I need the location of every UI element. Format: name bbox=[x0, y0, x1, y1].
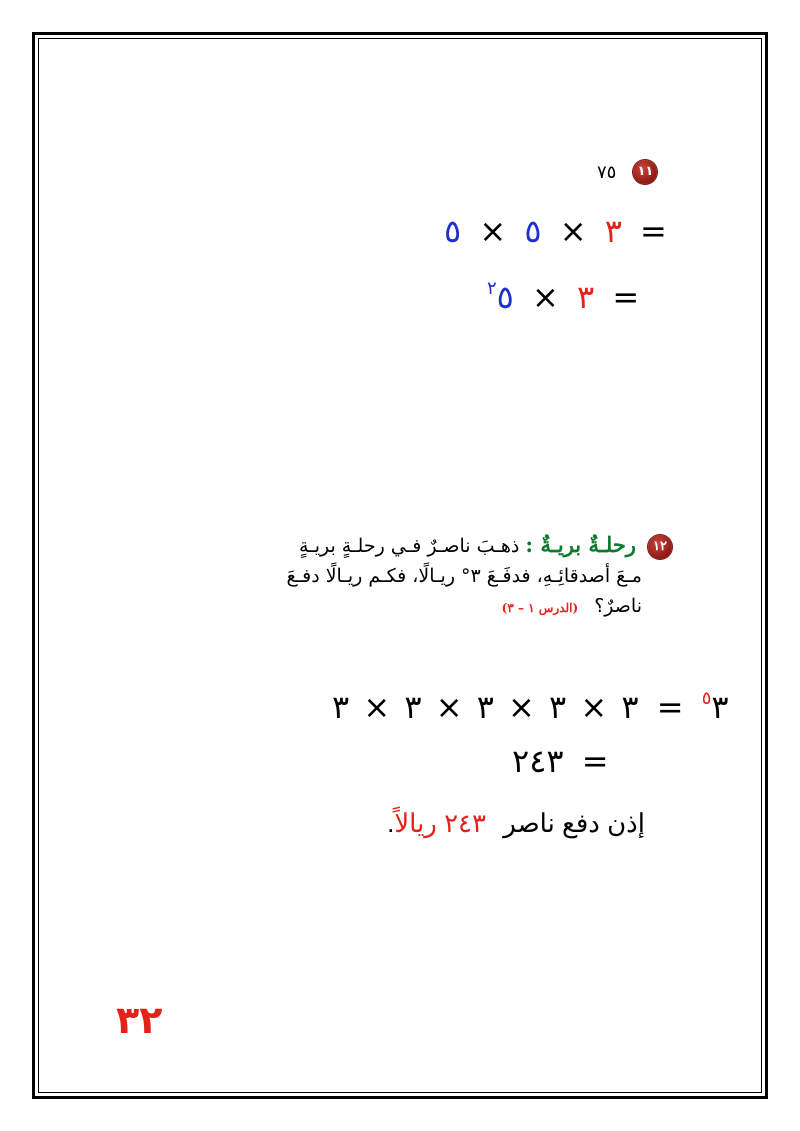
q12-line1 bbox=[192, 530, 672, 561]
q12-conclusion-amount: ٢٤٣ ريالاً bbox=[394, 808, 486, 838]
q11-l1-times-1: × bbox=[479, 212, 507, 250]
q12-w1-exponent: ٥ bbox=[701, 688, 712, 709]
q12-problem bbox=[192, 530, 672, 623]
q11-header bbox=[597, 160, 657, 184]
q11-l1-equals: = bbox=[640, 212, 667, 250]
q12-number-badge: ١٢ bbox=[648, 535, 672, 559]
q11-l2-power-term bbox=[487, 278, 514, 316]
q11-l1-factor-5b: ٥ bbox=[524, 212, 542, 250]
q11-l2-equals: = bbox=[612, 278, 640, 316]
q12-conclusion-prefix: إذن دفع ناصر bbox=[503, 808, 645, 838]
q11-l1-factor-5a: ٥ bbox=[444, 212, 462, 250]
q11-answer: ٧٥ bbox=[597, 161, 617, 183]
q12-w1-product: ٣ × ٣ × ٣ × ٣ × ٣ bbox=[332, 688, 639, 726]
q12-w2-value: ٢٤٣ bbox=[512, 742, 564, 780]
q12-text-line2: مـعَ أصدقائِـهِ، فدفَـعَ ٣° ريـالًا، فكـم ريـالًا دفـعَ bbox=[286, 565, 642, 587]
q12-conclusion bbox=[387, 808, 645, 839]
q11-equation-line2 bbox=[487, 278, 647, 316]
q11-equation-line1 bbox=[444, 212, 675, 250]
q12-conclusion-period: . bbox=[387, 808, 395, 838]
q12-work-line2 bbox=[512, 742, 617, 780]
q12-work-line1 bbox=[332, 688, 729, 726]
q12-w1-power-term bbox=[702, 688, 729, 726]
q12-w1-equals: = bbox=[656, 688, 684, 726]
q12-line2 bbox=[192, 561, 672, 591]
page-number: ٣٢ bbox=[116, 998, 163, 1042]
q12-w2-equals: = bbox=[581, 742, 609, 780]
q11-l2-exponent: ٢ bbox=[487, 278, 497, 299]
q12-title: رحلـةٌ بريـةٌ : bbox=[525, 532, 636, 557]
q12-line3 bbox=[192, 591, 672, 623]
q12-lesson-reference: (الدرس ١ – ٣) bbox=[501, 601, 579, 615]
q11-l1-factor-3: ٣ bbox=[604, 212, 622, 250]
q11-l2-times: × bbox=[532, 278, 559, 316]
q11-l2-factor-3: ٣ bbox=[577, 278, 595, 316]
q11-number-badge: ١١ bbox=[633, 160, 657, 184]
q12-text-line1: ذهـبَ ناصـرٌ فـي رحلـةٍ بريـةٍ bbox=[298, 535, 520, 557]
q12-w1-base: ٣ bbox=[711, 688, 729, 726]
q11-l2-base: ٥ bbox=[496, 278, 514, 316]
q12-text-line3: ناصرٌ؟ bbox=[594, 595, 642, 617]
q11-l1-times-2: × bbox=[559, 212, 587, 250]
